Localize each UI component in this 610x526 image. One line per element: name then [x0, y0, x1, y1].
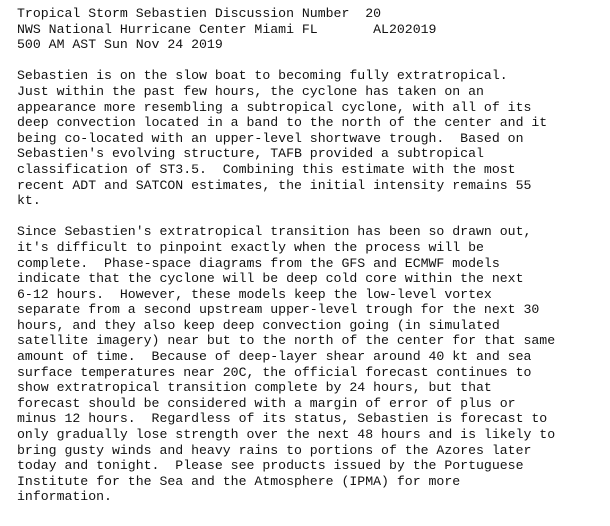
paragraph-forecast: [17, 224, 610, 505]
paragraph-line: being co-located with an upper-level shortwave trough. Based on: [17, 130, 524, 146]
paragraph-line: classification of ST3.5. Combining this estimate with the most: [17, 161, 516, 177]
paragraph-line: forecast should be considered with a margin of error of plus or: [17, 395, 516, 411]
paragraph-line: only gradually lose strength over the next 48 hours and is likely to: [17, 427, 556, 443]
paragraph-line: it's difficult to pinpoint exactly when the process will be: [17, 239, 484, 255]
blank-line: [17, 53, 610, 69]
paragraph-line: minus 12 hours. Regardless of its status, Sebastien is forecast to: [17, 411, 548, 427]
paragraph-line: satellite imagery) near but to the north of the center for that same: [17, 333, 556, 349]
issuing-office: NWS National Hurricane Center Miami FL AL202019: [17, 21, 437, 37]
issue-time: 500 AM AST Sun Nov 24 2019: [17, 37, 223, 53]
paragraph-line: deep convection located in a band to the north of the center and it: [17, 115, 548, 131]
paragraph-line: today and tonight. Please see products issued by the Portuguese: [17, 458, 524, 474]
paragraph-line: information.: [17, 489, 112, 505]
paragraph-line: show extratropical transition complete by 24 hours, but that: [17, 380, 492, 396]
paragraph-line: amount of time. Because of deep-layer shear around 40 kt and sea: [17, 349, 532, 365]
paragraph-line: Institute for the Sea and the Atmosphere (IPMA) for more: [17, 473, 461, 489]
paragraph-line: kt.: [17, 193, 41, 209]
paragraph-line: Sebastien's evolving structure, TAFB provided a subtropical: [17, 146, 484, 162]
paragraph-line: Just within the past few hours, the cyclone has taken on an: [17, 83, 484, 99]
paragraph-line: recent ADT and SATCON estimates, the initial intensity remains 55: [17, 177, 532, 193]
paragraph-line: complete. Phase-space diagrams from the GFS and ECMWF models: [17, 255, 500, 271]
paragraph-intensity: [17, 68, 610, 208]
paragraph-line: surface temperatures near 20C, the official forecast continues to: [17, 364, 532, 380]
paragraph-line: Sebastien is on the slow boat to becoming fully extratropical.: [17, 68, 508, 84]
paragraph-line: hours, and they also keep deep convection going (in simulated: [17, 317, 500, 333]
paragraph-line: indicate that the cyclone will be deep cold core within the next: [17, 271, 524, 287]
paragraph-line: separate from a second upstream upper-level trough for the next 30: [17, 302, 540, 318]
paragraph-line: bring gusty winds and heavy rains to portions of the Azores later: [17, 442, 532, 458]
discussion-title: Tropical Storm Sebastien Discussion Number 20: [17, 6, 382, 21]
blank-line: [17, 209, 610, 225]
paragraph-line: 6-12 hours. However, these models keep the low-level vortex: [17, 286, 492, 302]
paragraph-line: Since Sebastien's extratropical transition has been so drawn out,: [17, 224, 532, 240]
paragraph-line: appearance more resembling a subtropical cyclone, with all of its: [17, 99, 532, 115]
